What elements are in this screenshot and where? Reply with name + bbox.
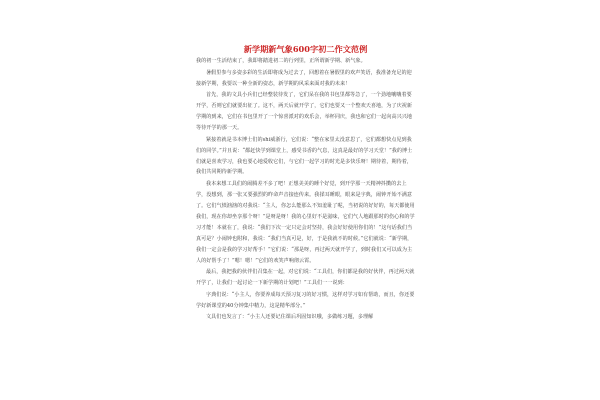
document-title: 新学期新气象600字初二作文范例 (243, 44, 368, 54)
paragraph-7: 字典们说：“小主人，你要养成每天预习复习的好习惯，这样对学习如有帮助，而且，你还要学好新课堂的40分钟集中精力，这是精华部分。” (196, 291, 415, 309)
paragraph-3: 首先，我的文具小兵们已经整装待发了，它们呆在我的书包里都等急了，一个劲地嚷嚷着要开学，否则它们就要出征了。这不，两天后就开学了，它们也要又一个整欢天喜地，为了庆祝新学期的到来，它们在书包里开了一个惊喜派对的欢乐会，举杯同庆，我也和它们一起向高兴兴地等待开学的那一天。 (196, 92, 413, 132)
paragraph-8: 文具们也发言了：“小主人还要记住课后巩固知识哦，多做练习题，多理解 (206, 314, 374, 321)
paragraph-6: 最后，我把我的伙伴们召集在一起，对它们说：“工具们，你们都是我的好伙伴，再过两天就开学了，让我们一起讨论一下新学期的计划吧！”工具们一一说到： (196, 269, 415, 287)
paragraph-5: 我本来想工具们的闹腾差不多了吧！正想美美的睡个好觉，到开学那一天精神抖擞的去上学，没想到，那一张又要强烈的昨命声音接连传来。我揉耳睡眼，眼来是字典，闹钟开始不满意了。它们气愤汹汹的对我说：“主人，你怎么能那么不知羞耻了呢，当初说的好好的，每天都使用我们，现在你却坐享那个呀！”是呀是呀！我的心里好不是滋味，它们气人地跟那时的伤心和的学习才能！本就在了，我说：“我们下次一定只定会对坚持，我会好好使用你们的！”这句话我们当真可是？小闹钟也附和，我说：“我们当真可是，好，于是我就不的时候。”它们就说：“新学期，我们一定会是我的学习好帮手！”它们说：“那是呀，再过两天就开学了，到时我们又可以成为主人的好帮手了！”嗯！嗯！”它们的欢笑声响彻云霄。 (196, 181, 415, 264)
paragraph-1: 我的初一生活结束了，我即将踏进初二的行列里，正所谓新学期、新气象。 (196, 58, 366, 64)
document (196, 44, 415, 323)
paragraph-4: 紧接着就是书本博士们的shi威浙行，它们说：“整在家里太没意思了，它们都想快点见到我们的同学。”并且说：“都赶快学到课堂上，感受书香的气息，这真是最好的学习天堂！”我的博士们就是喜欢学习，我也要心地爱收它们，与它们一起学习的时光是多快乐呀！期待着，期待着，我们共同期待新学期。 (196, 136, 413, 176)
paragraph-2: 暑假里参与多姿多彩的生活即将成为过去了，回想着在暑假里的欢声笑语，我准备充足的迎接新学期，我要以一种全新的姿态，新学期的风采来面对我的未来！ (196, 69, 412, 87)
